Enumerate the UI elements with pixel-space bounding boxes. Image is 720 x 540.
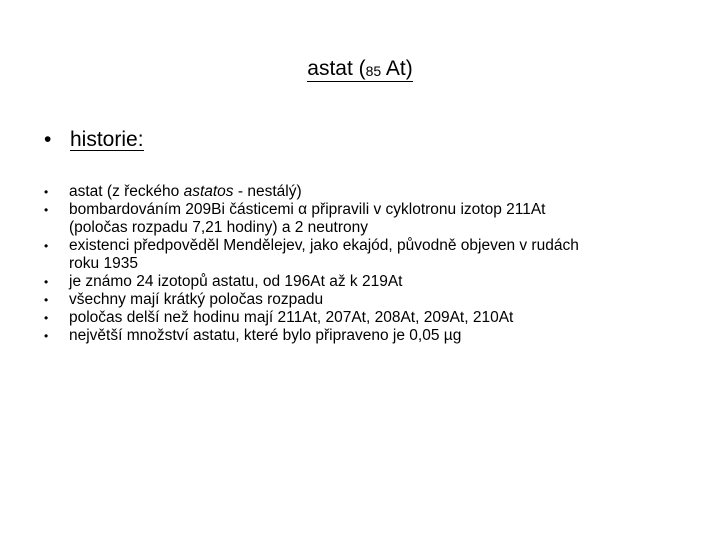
title-subscript: 85 (365, 63, 382, 79)
list-bullet: • (44, 311, 49, 325)
list-item (44, 309, 684, 327)
list-item-text-continued: (poločas rozpadu 7,21 hodiny) a 2 neutrony (69, 219, 369, 236)
list-bullet: • (44, 239, 49, 253)
list-item-text: největší množství astatu, které bylo připraveno je 0,05 µg (69, 327, 462, 344)
section-heading (44, 126, 144, 154)
list-item-text-before: astat (z řeckého (69, 183, 184, 200)
list-item-text: je známo 24 izotopů astatu, od 196At až k 219At (69, 273, 403, 290)
heading-bullet: • (44, 128, 52, 151)
list-item-text-emphasis: astatos (183, 183, 234, 200)
list-item-text (69, 183, 684, 201)
list-item-text: existenci předpověděl Mendělejev, jako ekajód, původně objeven v rudách (69, 237, 579, 254)
list-item (44, 327, 684, 345)
list-item (44, 273, 684, 291)
list-bullet: • (44, 293, 49, 307)
list-item-text-after: - nestálý) (233, 183, 302, 200)
list-bullet: • (44, 203, 49, 217)
list-item (44, 291, 684, 309)
list-bullet: • (44, 185, 49, 199)
heading-text: historie: (70, 128, 144, 151)
list-item-text-continued: roku 1935 (69, 255, 138, 272)
list-item (44, 237, 684, 273)
list-item (44, 183, 684, 201)
list-item-text: všechny mají krátký poločas rozpadu (69, 291, 324, 308)
slide-title-underlined (307, 58, 412, 82)
list-bullet: • (44, 329, 49, 343)
title-prefix: astat ( (307, 57, 366, 80)
list-item-text: bombardováním 209Bi částicemi α připravili v cyklotronu izotop 211At (69, 201, 546, 218)
list-item (44, 201, 684, 237)
title-suffix: At) (381, 57, 413, 80)
slide-title (0, 55, 720, 83)
history-list (44, 183, 684, 345)
list-bullet: • (44, 275, 49, 289)
list-item-text: poločas delší než hodinu mají 211At, 207At, 208At, 209At, 210At (69, 309, 514, 326)
